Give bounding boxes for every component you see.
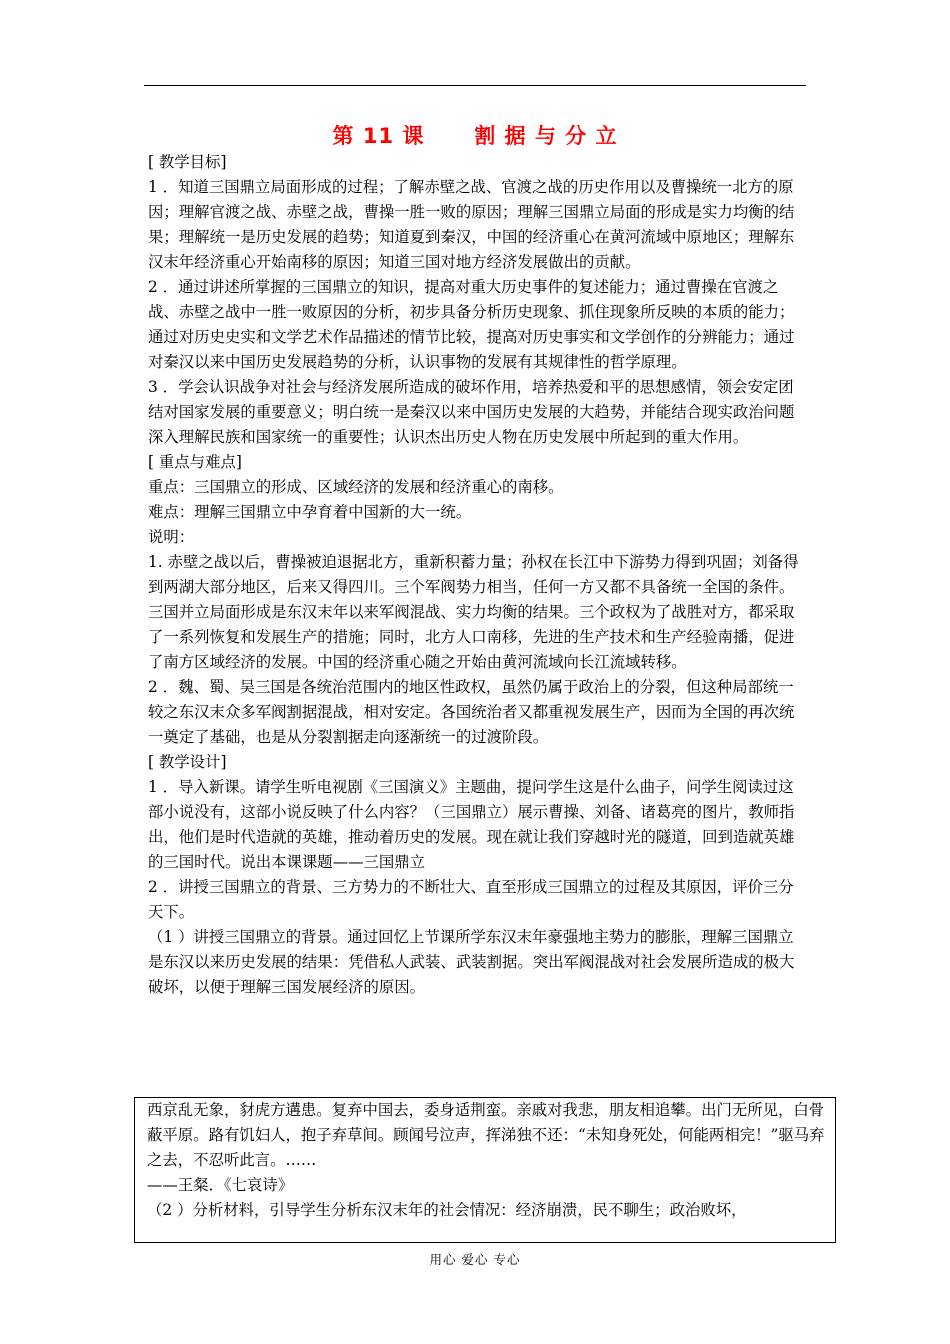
- objectives-heading: [ 教学目标]: [148, 153, 227, 171]
- key-difficulty: 难点：理解三国鼎立中孕育着中国新的大一统。: [148, 503, 472, 521]
- lesson-title: 第 11 课 割 据 与 分 立: [332, 124, 618, 148]
- note-label: 说明：: [148, 528, 195, 546]
- objective-item: 2 ．通过讲述所掌握的三国鼎立的知识，提高对重大历史事件的复述能力；通过曹操在官渡之战、赤壁之战中一胜一败原因的分析，初步具备分析历史现象、抓住现象所反映的本质的能力；通过对历史史实和文学艺术作品描述的情节比较，提高对历史事实和文学创作的分辨能力；通过对秦汉以来中国历史发展趋势的分析，认识事物的发展有其规律性的哲学原理。: [148, 278, 795, 371]
- header-rule: [144, 85, 806, 86]
- design-item: （1 ）讲授三国鼎立的背景。通过回忆上节课所学东汉末年豪强地主势力的膨胀，理解三国鼎立是东汉以来历史发展的结果：凭借私人武装、武装割据。突出军阀混战对社会发展所造成的极大破坏，以便于理解三国发展经济的原因。: [148, 928, 795, 996]
- key-focus: 重点：三国鼎立的形成、区域经济的发展和经济重心的南移。: [148, 478, 564, 496]
- analysis-text: （2 ）分析材料，引导学生分析东汉末年的社会情况：经济崩溃，民不聊生；政治败坏，: [147, 1201, 747, 1219]
- design-item: 1 ．导入新课。请学生听电视剧《三国演义》主题曲，提问学生这是什么曲子，问学生阅读过这部小说没有，这部小说反映了什么内容？（三国鼎立）展示曹操、刘备、诸葛亮的图片，教师指出，他们是时代造就的英雄，推动着历史的发展。现在就让我们穿越时光的隧道，回到造就英雄的三国时代。说出本课课题——三国鼎立: [148, 778, 795, 871]
- note-item: 2 ．魏、蜀、吴三国是各统治范围内的地区性政权，虽然仍属于政治上的分裂，但这种局部统一较之东汉末众多军阀割据混战，相对安定。各国统治者又都重视发展生产，因而为全国的再次统一奠定了基础，也是从分裂割据走向逐渐统一的过渡阶段。: [148, 678, 795, 746]
- objective-item: 1 ．知道三国鼎立局面形成的过程；了解赤壁之战、官渡之战的历史作用以及曹操统一北方的原因；理解官渡之战、赤壁之战，曹操一胜一败的原因；理解三国鼎立局面的形成是实力均衡的结果；理解统一是历史发展的趋势；知道夏到秦汉，中国的经济重心在黄河流域中原地区；理解东汉末年经济重心开始南移的原因；知道三国对地方经济发展做出的贡献。: [148, 178, 795, 271]
- poem-source: ——王粲．《七哀诗》: [147, 1176, 294, 1194]
- design-heading: [ 教学设计]: [148, 753, 227, 771]
- document-body: [148, 150, 808, 1000]
- objective-item: 3 ．学会认识战争对社会与经济发展所造成的破坏作用，培养热爱和平的思想感情，领会安定团结对国家发展的重要意义；明白统一是秦汉以来中国历史发展的大趋势，并能结合现实政治问题深入理解民族和国家统一的重要性；认识杰出历史人物在历史发展中所起到的重大作用。: [148, 378, 795, 446]
- design-item: 2 ．讲授三国鼎立的背景、三方势力的不断壮大、直至形成三国鼎立的过程及其原因，评价三分天下。: [148, 878, 794, 921]
- quote-box: [134, 1097, 836, 1243]
- note-item: 1. 赤壁之战以后，曹操被迫退据北方，重新积蓄力量；孙权在长江中下游势力得到巩固；刘备得到两湖大部分地区，后来又得四川。三个军阀势力相当，任何一方又都不具备统一全国的条件。三国并立局面形成是东汉末年以来军阀混战、实力均衡的结果。三个政权为了战胜对方，都采取了一系列恢复和发展生产的措施；同时，北方人口南移，先进的生产技术和生产经验南播，促进了南方区域经济的发展。中国的经济重心随之开始由黄河流域向长江流域转移。: [148, 553, 799, 671]
- poem-text: 西京乱无象，豺虎方遘患。复弃中国去，委身适荆蛮。亲戚对我悲，朋友相追攀。出门无所见，白骨蔽平原。路有饥妇人，抱子弃草间。顾闻号泣声，挥涕独不还：“未知身死处，何能两相完！”驱马弃之去，不忍听此言。……: [147, 1101, 825, 1169]
- page-footer: 用心 爱心 专心: [429, 1252, 521, 1267]
- key-points-heading: [ 重点与难点]: [148, 453, 242, 471]
